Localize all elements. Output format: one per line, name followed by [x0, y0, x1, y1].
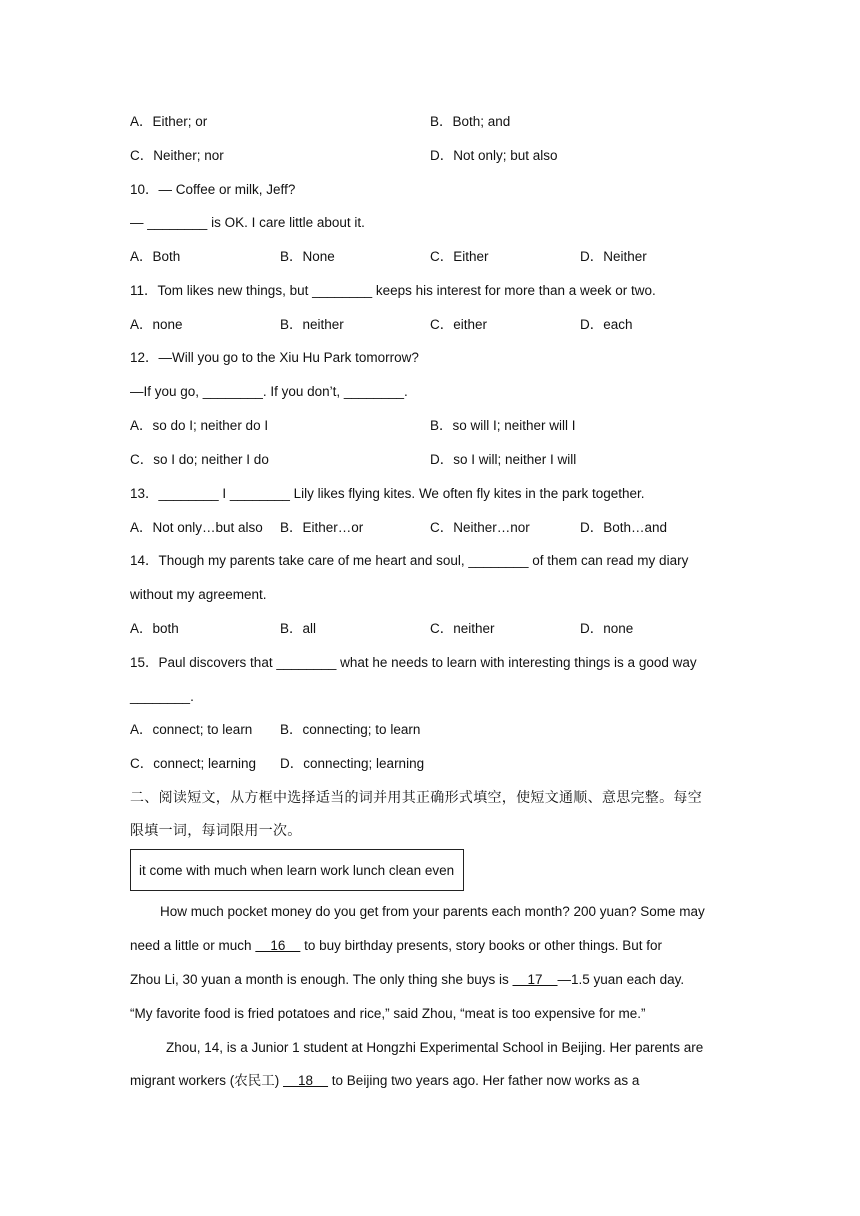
q10-reply: — ________ is OK. I care little about it.	[130, 215, 365, 230]
q10-option-d: D．Neither	[580, 249, 647, 264]
q12-option-a: A．so do I; neither do I	[130, 418, 269, 433]
q15-option-a: A．connect; to learn	[130, 722, 253, 737]
q13-option-a: A．Not only…but also	[130, 520, 263, 535]
blank-16[interactable]: 16	[255, 938, 301, 953]
q13-option-c: C．Neither…nor	[430, 520, 530, 535]
q13-stem: 13．________ I ________ Lily likes flying kites. We often fly kites in the park together.	[130, 486, 645, 501]
passage-text: need a little or much	[130, 938, 256, 953]
blank-17[interactable]: 17	[512, 972, 558, 987]
q12-stem: 12．—Will you go to the Xiu Hu Park tomorrow?	[130, 350, 419, 365]
q15-option-b: B．connecting; to learn	[280, 722, 421, 737]
q14-stem-continued: without my agreement.	[130, 587, 267, 602]
q11-option-d: D．each	[580, 317, 633, 332]
section2-heading: 二、阅读短文，从方框中选择适当的词并用其正确形式填空，使短文通顺、意思完整。每空	[130, 790, 702, 806]
q14-stem: 14．Though my parents take care of me heart and soul, ________ of them can read my diary	[130, 553, 689, 568]
passage-text: to Beijing two years ago. Her father now works as a	[328, 1073, 640, 1088]
section2-heading-continued: 限填一词，每词限用一次。	[130, 823, 302, 839]
q9-option-a: A．Either; or	[130, 114, 208, 129]
passage-text: —1.5 yuan each day.	[557, 972, 685, 987]
q15-option-c: C．connect; learning	[130, 756, 257, 771]
q12-option-d: D．so I will; neither I will	[430, 452, 577, 467]
passage-line: How much pocket money do you get from your parents each month? 200 yuan? Some may	[160, 904, 705, 919]
q9-option-c: C．Neither; nor	[130, 148, 224, 163]
passage-line	[130, 1072, 639, 1090]
q9-option-b: B．Both; and	[430, 114, 511, 129]
q14-option-b: B．all	[280, 621, 317, 636]
q13-option-d: D．Both…and	[580, 520, 668, 535]
blank-18[interactable]: 18	[283, 1073, 329, 1088]
q11-option-b: B．neither	[280, 317, 344, 332]
passage-text: migrant workers (农民工)	[130, 1073, 284, 1088]
q14-option-d: D．none	[580, 621, 634, 636]
q15-stem: 15．Paul discovers that ________ what he needs to learn with interesting things is a good way	[130, 655, 697, 670]
q10-option-c: C．Either	[430, 249, 489, 264]
q13-option-b: B．Either…or	[280, 520, 364, 535]
q9-option-d: D．Not only; but also	[430, 148, 558, 163]
q10-stem: 10．— Coffee or milk, Jeff?	[130, 182, 296, 197]
word-box: it come with much when learn work lunch clean even	[130, 849, 464, 891]
q14-option-a: A．both	[130, 621, 179, 636]
passage-text: Zhou Li, 30 yuan a month is enough. The only thing she buys is	[130, 972, 513, 987]
q15-option-d: D．connecting; learning	[280, 756, 425, 771]
q12-option-c: C．so I do; neither I do	[130, 452, 269, 467]
q11-option-a: A．none	[130, 317, 183, 332]
passage-line	[130, 971, 684, 989]
q11-stem: 11．Tom likes new things, but ________ keeps his interest for more than a week or two.	[130, 283, 656, 298]
q10-option-b: B．None	[280, 249, 335, 264]
q15-stem-continued: ________.	[130, 689, 194, 704]
q12-option-b: B．so will I; neither will I	[430, 418, 576, 433]
q14-option-c: C．neither	[430, 621, 495, 636]
passage-text: to buy birthday presents, story books or other things. But for	[300, 938, 663, 953]
q12-reply: —If you go, ________. If you don’t, ________.	[130, 384, 408, 399]
passage-line: “My favorite food is fried potatoes and rice,” said Zhou, “meat is too expensive for me.”	[130, 1006, 646, 1021]
passage-line: Zhou, 14, is a Junior 1 student at Hongzhi Experimental School in Beijing. Her parents are	[166, 1040, 704, 1055]
q10-option-a: A．Both	[130, 249, 181, 264]
passage-line	[130, 937, 662, 955]
q11-option-c: C．either	[430, 317, 488, 332]
